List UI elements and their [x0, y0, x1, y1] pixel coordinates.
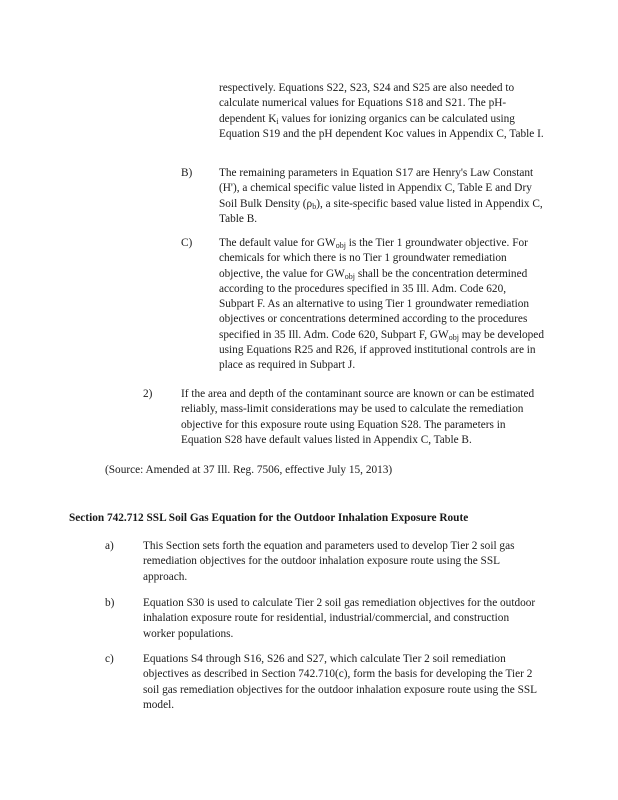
subsection-a-label: a) — [105, 540, 114, 552]
item-a-continuation — [219, 81, 544, 142]
paragraph-text: Equations S4 through S16, S26 and S27, which calculate Tier 2 soil remediation objectives as described in Section 742.710(c), form the basis for developing the Tier 2 soil gas remediation objectives for the outdoor inhalation exposure route using the SSL model. — [143, 653, 537, 711]
item-c-label: C) — [181, 237, 193, 249]
paragraph-text: If the area and depth of the contaminant source are known or can be estimated reliably, mass-limit considerations may be used to calculate the remediation objective for this exposure route using Equation S28. The parameters in Equation S28 have default values listed in Appendix C, Table B. — [181, 388, 535, 446]
source-note: (Source: Amended at 37 Ill. Reg. 7506, effective July 15, 2013) — [105, 464, 393, 476]
item-b-label: B) — [181, 167, 193, 179]
subsection-b-label: b) — [105, 597, 115, 609]
paragraph-text: This Section sets forth the equation and parameters used to develop Tier 2 soil gas remediation objectives for the outdoor inhalation exposure route using the SSL approach. — [143, 540, 515, 583]
paragraph-text: The remaining parameters in Equation S17 are Henry's Law Constant (H'), a chemical specific value listed in Appendix C, Table E and Dry Soil Bulk Density $(\rho_b)$, a site-specific based value listed in Appendix C, Table B. — [219, 167, 543, 225]
item-2-label: 2) — [143, 388, 153, 400]
item-c-text — [219, 236, 544, 374]
paragraph-text: respectively. Equations S22, S23, S24 and S25 are also needed to calculate numerical values for Equations S18 and S21. The pH-dependent $K_i$ values for ionizing organics can be calculated using Equation S19 and the pH dependent Koc values in Appendix C, Table I. — [219, 82, 544, 140]
item-b-text — [219, 166, 544, 227]
subsection-b-text — [143, 596, 543, 642]
item-2-text — [181, 387, 546, 448]
subsection-c-label: c) — [105, 653, 114, 665]
paragraph-text: The default value for $GW_{obj}$ is the Tier 1 groundwater objective. For chemicals for which there is no Tier 1 groundwater remediation objective, the value for $GW_{obj}$ shall be the concentration determined according to the procedures specified in 35 Ill. Adm. Code 620, Subpart F. As an alternative to using Tier 1 groundwater remediation objectives or concentrations determined according to the procedures specified in 35 Ill. Adm. Code 620, Subpart F, $GW_{obj}$ may be developed using Equations R25 and R26, if approved institutional controls are in place as required in Subpart J. — [219, 237, 544, 372]
paragraph-text: Equation S30 is used to calculate Tier 2 soil gas remediation objectives for the outdoor inhalation exposure route for residential, industrial/commercial, and construction worker populations. — [143, 597, 536, 640]
subsection-a-text — [143, 539, 543, 585]
subsection-c-text — [143, 652, 543, 713]
section-heading: Section 742.712 SSL Soil Gas Equation for the Outdoor Inhalation Exposure Route — [69, 512, 469, 524]
